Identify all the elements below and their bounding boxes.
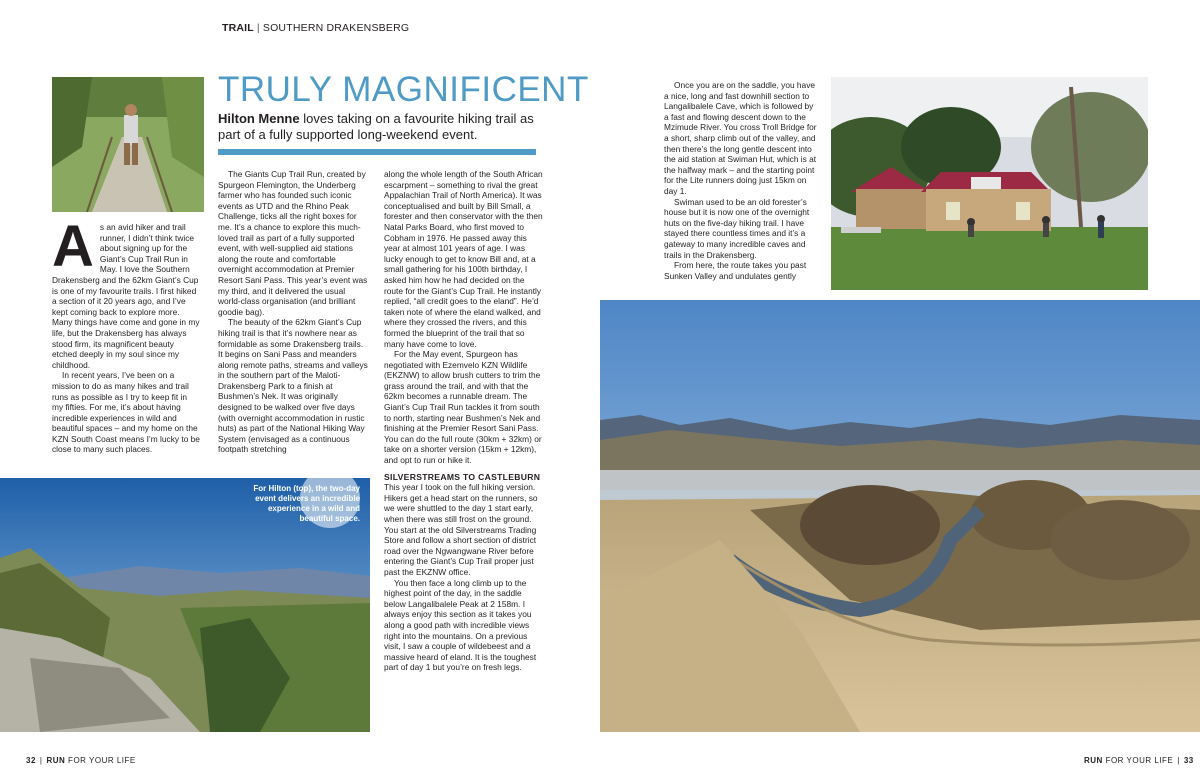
folio-right: RUN FOR YOUR LIFE | 33: [1084, 756, 1194, 765]
body-column-2: [218, 169, 370, 455]
standfirst-text: loves taking on a favourite hiking trail as part of a fully supported long-weekend event.: [218, 111, 534, 142]
paragraph: along the whole length of the South African escarpment – something to rival the great Appalachian Trail of North America). It was conceptualised and built by Bill Small, a forester and then conservator with the then Natal Parks Board, who first moved to Cobham in 1976. He passed away this year at almost 101 years of age. I was lucky enough to get to know Bill and, at a small gathering for his 100th birthday, I asked him how he had decided on the route for the Giant’s Cup Trail. He instantly replied, “all credit goes to the eland”. He’d taken note of where the eland walked, and where they crossed the rivers, and this formed the blueprint of the trail that so many have come to love.: [384, 169, 543, 349]
standfirst: [218, 111, 548, 143]
magazine-name-rest: FOR YOUR LIFE: [1102, 756, 1174, 765]
valley-panorama-photo: [600, 300, 1200, 732]
swiman-hut-photo: [831, 77, 1148, 290]
paragraph: The Giants Cup Trail Run, created by Spurgeon Flemington, the Underberg farmer who has founded such iconic events as UTD and the Rhino Peak Challenge, ticks all the right boxes for me. It’s a chance to explore this much-loved trail as part of a fully supported event, with well-supplied aid stations along the route and comfortable overnight accommodation at Premier Resort Sani Pass. This year’s event was my third, and it delivered the usual world-class organisation (and brilliant goodie bag).: [218, 169, 368, 317]
body-column-1: [52, 214, 200, 455]
subsection-name: SOUTHERN DRAKENSBERG: [262, 22, 410, 34]
paragraph: In recent years, I’ve been on a mission to do as many hikes and trail runs as possible as I try to keep fit in my fifties. For me, it’s about having incredible experiences in wild and beautiful spaces – and my home on the KZN South Coast means I’m lucky to be close to many such places.: [52, 370, 200, 455]
photo-caption: For Hilton (top), the two-day event delivers an incredible experience in a wild and beautiful space.: [253, 484, 360, 523]
body-column-3: [384, 169, 544, 673]
body-column-4: [664, 80, 820, 281]
dropcap: A: [52, 214, 94, 279]
magazine-name-bold: RUN: [1084, 756, 1103, 765]
page-number-right: 33: [1183, 756, 1194, 765]
paragraph: The beauty of the 62km Giant’s Cup hiking trail is that it’s nowhere near as formidable as some Drakensberg trails. It begins on Sani Pass and meanders along remote paths, streams and valleys in the southern part of the Maloti-Drakensberg Park to a finish at Bushmen’s Nek. It was originally designed to be walked over five days (with overnight accommodation in rustic huts) as part of the National Hiking Way System (envisaged as a continuous footpath stretching: [218, 317, 368, 455]
paragraph: Once you are on the saddle, you have a nice, long and fast downhill section to Langalibalele Cave, which is followed by a fast and flowing descent down to the Mzimude River. You cross Troll Bridge for a short, sharp climb out of the valley, and then there’s the long gentle descent into the aid station at Swiman Hut, which is at the halfway mark – and the starting point for the Lite runners doing just 15km on day 1.: [664, 80, 817, 196]
paragraph: s an avid hiker and trail runner, I didn’t think twice about signing up for the Giant’s Cup Trail Run in May. I love the Southern Drakensberg and the 62km Giant’s Cup is one of my favourite trails. I first hiked a section of it 20 years ago, and I’ve kept coming back to explore more. Many things have come and gone in my life, but the Drakensberg has always stood firm, its magnificent beauty etched deeply in my soul since my childhood.: [52, 222, 200, 370]
section-name: TRAIL: [222, 22, 254, 34]
paragraph: For the May event, Spurgeon has negotiated with Ezemvelo KZN Wildlife (EKZNW) to allow brush cutters to trim the grass around the trail, and with that the 62km becomes a runnable dream. The Giant’s Cup Trail Run tackles it from south to north, starting near Bushmen’s Nek and finishing at the Premier Resort Sani Pass. You can do the full route (30km + 32km) or take on a shorter version (15km + 12km), and opt to run or hike it.: [384, 349, 542, 466]
magazine-name-bold: RUN: [46, 756, 66, 765]
section-tag: TRAIL | SOUTHERN DRAKENSBERG: [222, 22, 410, 34]
author-name: Hilton Menne: [218, 111, 300, 126]
paragraph: You then face a long climb up to the highest point of the day, in the saddle below Langalibalele Peak at 2 158m. I always enjoy this section as it takes you along a good path with incredible views right into the mountains. On a previous visit, I saw a couple of wildebeest and a massive heard of eland. It is the toughest part of day 1 but you’re on fresh legs.: [384, 577, 537, 673]
subhead: SILVERSTREAMS TO CASTLEBURN: [384, 471, 541, 482]
paragraph: From here, the route takes you past Sunken Valley and undulates gently: [664, 260, 807, 281]
magazine-name-rest: FOR YOUR LIFE: [65, 756, 136, 765]
page-number-left: 32: [26, 756, 36, 765]
folio-left: 32 | RUN FOR YOUR LIFE: [26, 756, 136, 765]
hiker-bridge-photo: [52, 77, 204, 212]
headline: TRULY MAGNIFICENT: [218, 70, 589, 109]
accent-rule: [218, 149, 536, 155]
paragraph: Swiman used to be an old forester’s house but it is now one of the overnight huts on the five-day hiking trail. I have stayed there countless times and it’s a gateway to many incredible caves and trails in the Drakensberg.: [664, 196, 810, 260]
paragraph: This year I took on the full hiking version. Hikers get a head start on the runners, so we were shuttled to the day 1 start early, when there was still frost on the ground. You start at the old Silverstreams Trading Store and follow a short section of district road over the Ngwangwane River before entering the Giant’s Cup Trail proper just past the EKZNW office.: [384, 482, 538, 577]
